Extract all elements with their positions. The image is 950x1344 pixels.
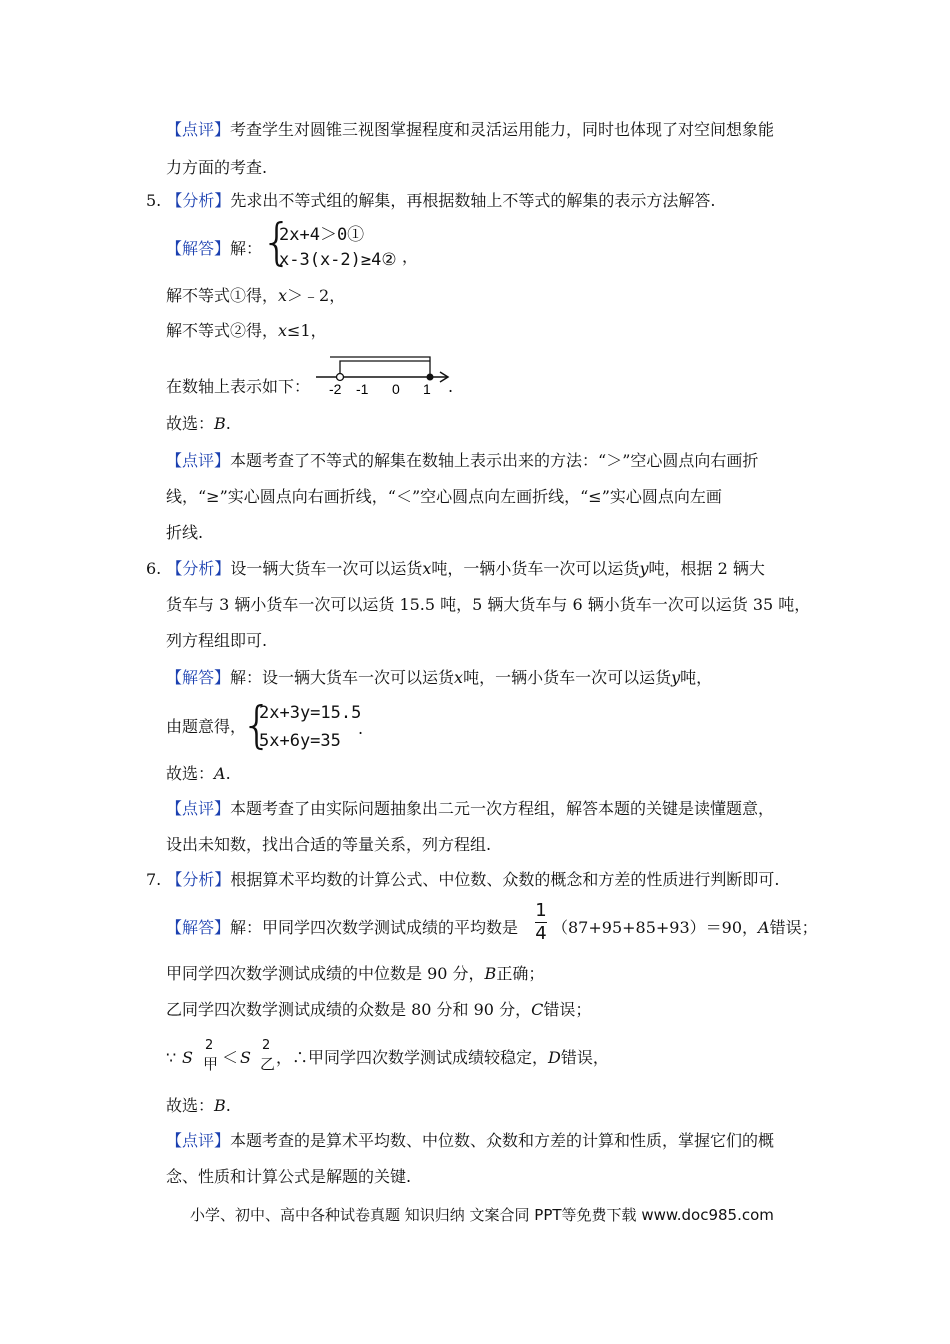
analysis-tag: 【分析】	[166, 870, 231, 889]
variance-s1: S	[182, 1048, 193, 1067]
answer-text: 正确；	[496, 964, 545, 983]
var-x: x	[422, 559, 432, 578]
q7-line3	[166, 999, 591, 1021]
q5-answer-label	[166, 238, 262, 260]
analysis-text: 吨，一辆小货车一次可以运货	[431, 559, 640, 578]
variance-s2: S	[240, 1048, 251, 1067]
var-x: x	[278, 286, 288, 305]
q5-equation-2: x-3(x-2)≥4②	[279, 250, 397, 270]
step-rest: ＞﹣2，	[287, 286, 346, 305]
comment-text: 本题考查了由实际问题抽象出二元一次方程组，解答本题的关键是读懂题意，	[230, 799, 775, 818]
variance-sub1: 甲	[203, 1055, 219, 1073]
q6-equation-1: 2x+3y=15.5	[259, 703, 362, 723]
answer-prefix: 解：	[230, 239, 263, 258]
answer-tag: 【解答】	[166, 668, 231, 687]
q5-choice	[166, 413, 231, 435]
answer-text: 吨，一辆小货车一次可以运货	[463, 668, 672, 687]
answer-text: 错误；	[543, 1000, 592, 1019]
answer-text: （87+95+85+93）＝90，	[552, 918, 759, 937]
choice-suffix: .	[225, 414, 231, 433]
eq-suffix: .	[358, 719, 364, 738]
analysis-text: 吨，根据 2 辆大	[648, 559, 765, 578]
solution-bracket-left	[330, 357, 430, 377]
answer-tag: 【解答】	[166, 239, 231, 258]
eq-suffix: ，	[402, 247, 419, 266]
q5-comment-line1	[166, 450, 758, 472]
q5-comment-line3: 折线.	[166, 523, 204, 542]
q7-analysis	[146, 869, 779, 891]
analysis-tag: 【分析】	[166, 191, 231, 210]
comment-tag: 【点评】	[166, 120, 231, 139]
q6-choice	[166, 763, 231, 785]
comment-text: 本题考查的是算术平均数、中位数、众数和方差的计算和性质，掌握它们的概	[230, 1131, 775, 1150]
because-symbol: ∵	[166, 1048, 177, 1067]
var-y: y	[639, 559, 649, 578]
answer-text: 错误；	[769, 918, 818, 937]
answer-text: 解：设一辆大货车一次可以运货	[230, 668, 455, 687]
q7-answer-line1a	[166, 917, 518, 939]
var-y: y	[671, 668, 681, 687]
p4-comment-line2: 力方面的考查.	[166, 158, 268, 177]
q6-analysis-line2: 货车与 3 辆小货车一次可以运货 15.5 吨，5 辆大货车与 6 辆小货车一次可以运货 35 吨，	[166, 595, 811, 614]
fraction-one-quarter	[532, 902, 550, 945]
fraction-numerator: 1	[535, 900, 547, 921]
fraction-denominator: 4	[535, 923, 547, 944]
tick-label: 0	[392, 381, 400, 397]
answer-text: 解：甲同学四次数学测试成绩的平均数是	[230, 918, 519, 937]
step-text: 解不等式②得，	[166, 321, 279, 340]
var-x: x	[454, 668, 464, 687]
choice-suffix: .	[225, 764, 231, 783]
option-letter: A	[758, 918, 770, 937]
q5-equation-1: 2x+4＞0①	[279, 225, 365, 245]
variance-sup1: 2	[205, 1038, 214, 1053]
page-footer: 小学、初中、高中各种试卷真题 知识归纳 文案合同 PPT等免费下载 www.doc985.com	[190, 1206, 774, 1224]
comment-tag: 【点评】	[166, 451, 231, 470]
q6-answer-line1	[166, 667, 712, 689]
q5-step1	[166, 285, 345, 307]
choice-letter: B	[214, 414, 226, 433]
variance-sup2: 2	[262, 1038, 271, 1053]
question-number: 6.	[146, 559, 162, 578]
q6-analysis-line3: 列方程组即可.	[166, 631, 268, 650]
q6-equation-2: 5x+6y=35	[259, 731, 341, 751]
option-letter: B	[484, 964, 497, 983]
analysis-text: 先求出不等式组的解集，再根据数轴上不等式的解集的表示方法解答.	[230, 191, 716, 210]
q7-choice	[166, 1095, 231, 1117]
choice-suffix: .	[225, 1096, 231, 1115]
step-rest: ≤1，	[287, 321, 327, 340]
comment-tag: 【点评】	[166, 1131, 231, 1150]
variance-sub2: 乙	[260, 1055, 276, 1073]
choice-letter: A	[214, 764, 226, 783]
choice-prefix: 故选：	[166, 764, 215, 783]
q5-analysis	[146, 190, 715, 212]
q7-answer-line1b	[552, 917, 818, 939]
p4-comment-line1	[166, 119, 774, 141]
answer-text: 乙同学四次数学测试成绩的众数是 80 分和 90 分，	[166, 1000, 532, 1019]
q5-comment-line2: 线，“≥”实心圆点向右画折线，“＜”空心圆点向左画折线，“≤”实心圆点向左画	[166, 487, 722, 506]
q5-step2	[166, 320, 327, 342]
left-brace: {	[241, 696, 273, 754]
q7-line2	[166, 963, 544, 985]
filled-circle-marker	[427, 374, 434, 381]
numline-suffix: .	[448, 377, 454, 396]
q6-comment-line2: 设出未知数，找出合适的等量关系，列方程组.	[166, 835, 492, 854]
question-number: 5.	[146, 191, 162, 210]
choice-prefix: 故选：	[166, 1096, 215, 1115]
answer-text: 甲同学四次数学测试成绩的中位数是 90 分，	[166, 964, 485, 983]
left-brace: {	[261, 213, 293, 271]
step-text: 解不等式①得，	[166, 286, 279, 305]
q6-comment-line1	[166, 798, 774, 820]
choice-prefix: 故选：	[166, 414, 215, 433]
comment-text: 本题考查了不等式的解集在数轴上表示出来的方法：“＞”空心圆点向右画折	[230, 451, 759, 470]
answer-text: 错误，	[560, 1048, 609, 1067]
comment-text: 考查学生对圆锥三视图掌握程度和灵活运用能力，同时也体现了对空间想象能	[230, 120, 775, 139]
q5-numline-text: 在数轴上表示如下：	[166, 377, 311, 396]
solution-bracket-right	[340, 361, 430, 377]
answer-tag: 【解答】	[166, 918, 231, 937]
q7-line4	[276, 1047, 609, 1069]
answer-text: 吨，	[680, 668, 713, 687]
q6-setup: 由题意得，	[166, 717, 247, 736]
tick-label: -1	[356, 381, 369, 397]
q7-comment-line2: 念、性质和计算公式是解题的关键.	[166, 1167, 412, 1186]
comment-tag: 【点评】	[166, 799, 231, 818]
tick-label: 1	[423, 381, 431, 397]
option-letter: D	[548, 1048, 561, 1067]
choice-letter: B	[214, 1096, 226, 1115]
tick-label: -2	[329, 381, 342, 397]
analysis-text: 根据算术平均数的计算公式、中位数、众数的概念和方差的性质进行判断即可.	[230, 870, 780, 889]
option-letter: C	[531, 1000, 544, 1019]
answer-text: ，∴甲同学四次数学测试成绩较稳定，	[276, 1048, 549, 1067]
question-number: 7.	[146, 870, 162, 889]
q6-analysis-line1	[146, 558, 765, 580]
analysis-tag: 【分析】	[166, 559, 231, 578]
var-x: x	[278, 321, 288, 340]
number-line-figure	[312, 352, 452, 400]
less-than-symbol: ＜	[222, 1048, 239, 1067]
q7-comment-line1	[166, 1130, 774, 1152]
open-circle-marker	[337, 374, 344, 381]
analysis-text: 设一辆大货车一次可以运货	[230, 559, 423, 578]
